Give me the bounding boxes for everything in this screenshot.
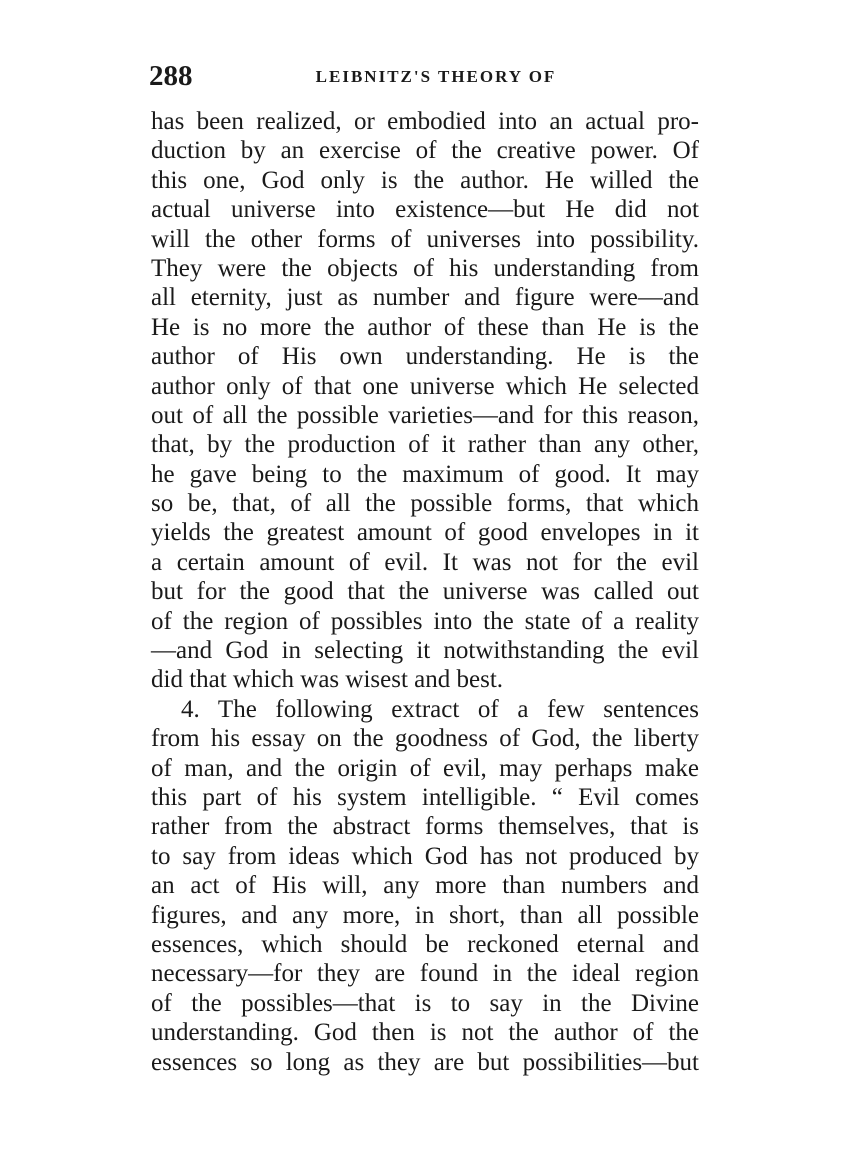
text-line: He is no more the author of these than He is the	[151, 313, 699, 341]
text-line: They were the objects of his understanding from	[151, 254, 699, 282]
page-number: 288	[149, 60, 193, 92]
paragraph-last-line: did that which was wisest and best.	[151, 666, 504, 694]
text-line: of man, and the origin of evil, may perhaps make	[151, 754, 699, 782]
text-line: yields the greatest amount of good envelopes in it	[151, 519, 699, 547]
text-line: this part of his system intelligible. “ Evil comes	[151, 783, 699, 811]
text-line: out of all the possible varieties—and for this reason,	[151, 401, 699, 429]
text-line: so be, that, of all the possible forms, that which	[151, 490, 699, 518]
text-line: but for the good that the universe was called out	[151, 578, 699, 606]
paragraph-first-line: 4. The following extract of a few sentences	[181, 695, 699, 723]
running-head	[149, 58, 701, 94]
text-line: duction by an exercise of the creative power. Of	[151, 137, 699, 165]
text-line: will the other forms of universes into possibility.	[151, 225, 699, 253]
text-line: from his essay on the goodness of God, the liberty	[151, 725, 699, 753]
text-line: —and God in selecting it notwithstanding the evil	[151, 637, 699, 665]
text-line: has been realized, or embodied into an actual pro-	[151, 108, 699, 135]
text-line: rather from the abstract forms themselves, that is	[151, 813, 699, 841]
text-line: an act of His will, any more than numbers and	[151, 872, 699, 900]
running-title: LEIBNITZ'S THEORY OF	[315, 67, 557, 86]
text-line: to say from ideas which God has not produced by	[151, 842, 699, 870]
text-line: essences so long as they are but possibilities—but	[151, 1048, 699, 1076]
text-line: essences, which should be reckoned eternal and	[151, 930, 699, 958]
text-line: author only of that one universe which He selected	[151, 372, 699, 400]
text-line: a certain amount of evil. It was not for the evil	[151, 548, 699, 576]
text-line: of the region of possibles into the state of a reality	[151, 607, 699, 635]
text-line: he gave being to the maximum of good. It may	[151, 460, 699, 488]
text-line: of the possibles—that is to say in the Divine	[151, 989, 699, 1017]
text-line: that, by the production of it rather than any other,	[151, 431, 699, 459]
text-line: all eternity, just as number and figure were—and	[151, 284, 699, 312]
text-line: this one, God only is the author. He willed the	[151, 166, 699, 194]
body-text	[151, 107, 699, 1077]
text-line: actual universe into existence—but He did not	[151, 196, 699, 224]
text-line: author of His own understanding. He is the	[151, 343, 699, 371]
text-line: necessary—for they are found in the ideal region	[151, 960, 699, 988]
text-line: understanding. God then is not the author of the	[151, 1019, 699, 1047]
text-line: figures, and any more, in short, than all possible	[151, 901, 699, 929]
